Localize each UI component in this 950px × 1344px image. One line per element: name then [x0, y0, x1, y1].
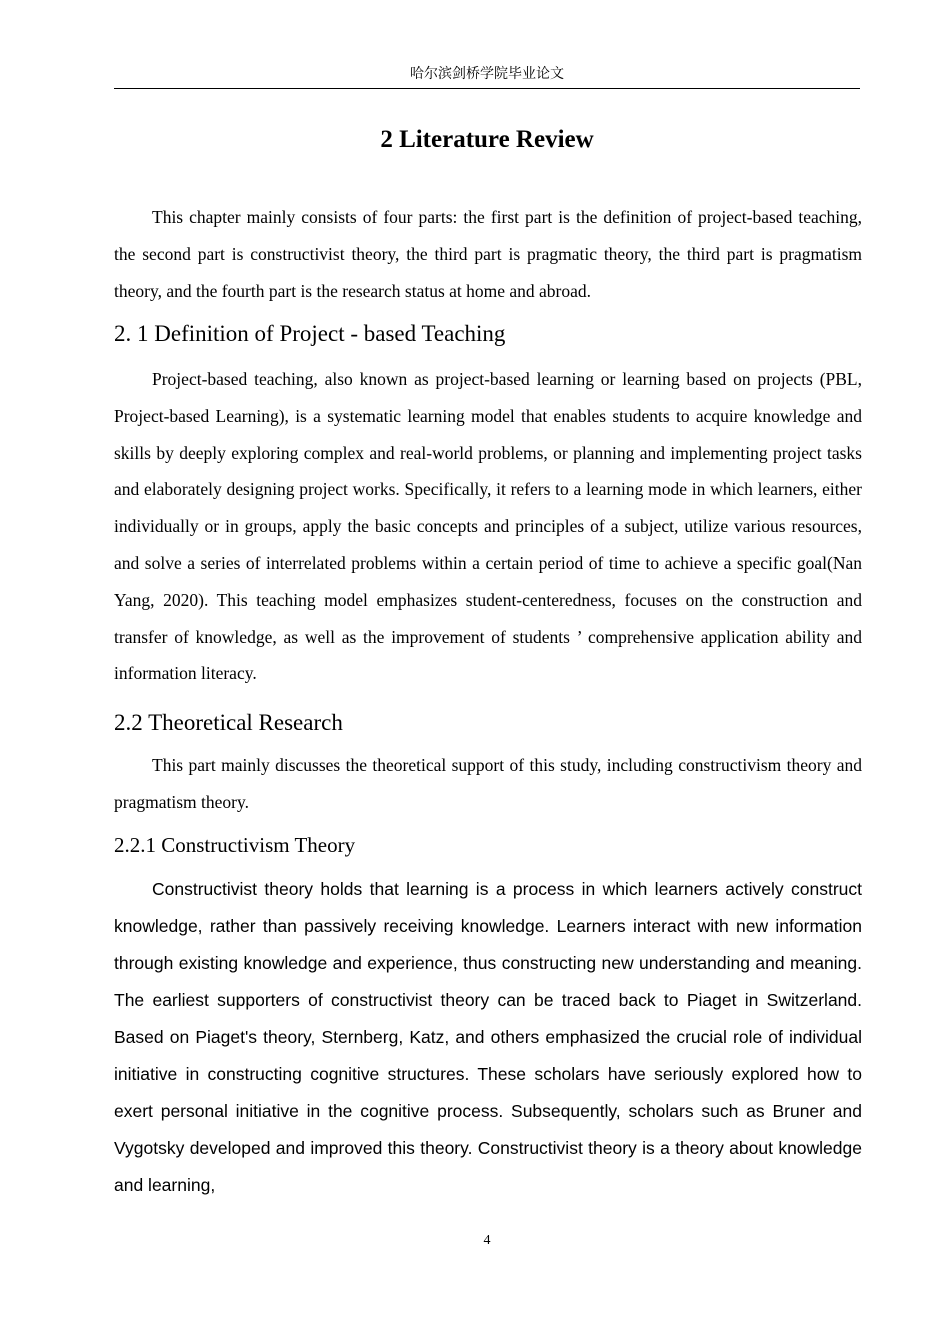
section-2-2-heading: 2.2 Theoretical Research: [114, 710, 343, 735]
section-2-1-heading: 2. 1 Definition of Project - based Teaching: [114, 321, 506, 346]
section-2-1-paragraph: Project-based teaching, also known as project-based learning or learning based on projects (PBL, Project-based Learning), is a systematic learning model that enables students to acquire knowledge and skills by deeply exploring complex and real-world problems, or planning and implementing project tasks and elaborately designing project works. Specifically, it refers to a learning mode in which learners, either individually or in groups, apply the basic concepts and principles of a subject, utilize various resources, and solve a series of interrelated problems within a certain period of time to achieve a specific goal(Nan Yang, 2020). This teaching model emphasizes student-centeredness, focuses on the construction and transfer of knowledge, as well as the improvement of students ’ comprehensive application ability and information literacy.: [114, 369, 862, 684]
header-divider: [114, 88, 860, 89]
running-header: 哈尔滨剑桥学院毕业论文: [410, 66, 564, 82]
section-2-2-1-heading: 2.2.1 Constructivism Theory: [114, 833, 356, 857]
section-2-2-paragraph: This part mainly discusses the theoretical support of this study, including constructivism theory and pragmatism theory.: [114, 755, 862, 812]
chapter-title: 2 Literature Review: [380, 126, 594, 153]
page-number: 4: [483, 1233, 491, 1248]
section-2-2-1-paragraph: Constructivist theory holds that learning is a process in which learners actively construct knowledge, rather than passively receiving knowledge. Learners interact with new information through existing knowledge and experience, thus constructing new understanding and meaning. The earliest supporters of constructivist theory can be traced back to Piaget in Switzerland. Based on Piaget's theory, Sternberg, Katz, and others emphasized the crucial role of individual initiative in constructing cognitive structures. These scholars have seriously explored how to exert personal initiative in the cognitive process. Subsequently, scholars such as Bruner and Vygotsky developed and improved this theory. Constructivist theory is a theory about knowledge and learning,: [114, 879, 862, 1195]
intro-paragraph: This chapter mainly consists of four parts: the first part is the definition of project-based teaching, the second part is constructivist theory, the third part is pragmatic theory, the third part is pragmatism theory, and the fourth part is the research status at home and abroad.: [114, 207, 862, 301]
